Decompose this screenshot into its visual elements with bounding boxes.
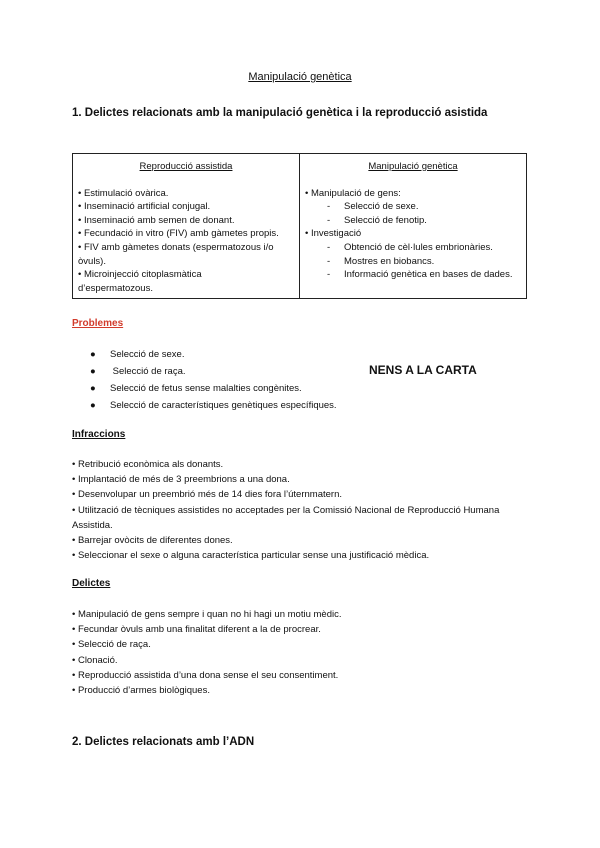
table-right-subitem [305,268,526,282]
delictes-heading: Delictes [72,578,111,589]
subitem-text: Informació genètica en bases de dades. [344,269,513,281]
table-right-subitem [305,214,526,228]
infraccions-heading: Infraccions [72,429,126,440]
list-item: • Fecundar òvuls amb una finalitat diferent a la de procrear. [72,624,321,636]
page-title: Manipulació genètica [248,71,352,83]
table-left-item: d’espermatozous. [78,282,153,294]
dash-marker: - [327,255,331,267]
bullet-icon: ● [90,383,96,394]
list-item: • Barrejar ovòcits de diferentes dones. [72,535,233,547]
table-header-right: Manipulació genètica [368,161,458,172]
list-item: ● Selecció de raça. [90,363,337,380]
table-left-item: • FIV amb gàmetes donats (espermatozous i/o [78,241,274,253]
list-item: • Clonació. [72,654,118,666]
list-item: ● Selecció de característiques genètiques específiques. [90,397,337,414]
dash-marker: - [327,201,331,213]
list-item: ● Selecció de fetus sense malalties congènites. [90,380,337,397]
list-item: • Desenvolupar un preembrió més de 14 dies fora l’úternmatern. [72,489,342,501]
table-right-subitem [305,241,526,255]
table-left-item: òvuls). [78,255,106,267]
list-item: ● Selecció de sexe. [90,346,337,363]
comparison-table [72,153,527,299]
list-item: • Manipulació de gens sempre i quan no hi hagi un motiu mèdic. [72,609,342,620]
section-1-heading: 1. Delictes relacionats amb la manipulació genètica i la reproducció asistida [72,107,488,119]
dash-marker: - [327,241,331,253]
list-item: • Producció d’armes biològiques. [72,685,210,697]
subitem-text: Obtenció de cèl·lules embrionàries. [344,241,493,253]
section-2-heading: 2. Delictes relacionats amb l’ADN [72,736,255,748]
table-right-subitem [305,200,526,214]
bullet-icon: ● [90,366,96,377]
list-item: • Retribució econòmica als donants. [72,459,224,470]
infraccions-list [72,457,528,563]
list-item: • Utilització de tècniques assistides no acceptades per la Comissió Nacional de Reproducció Humana Assistida. [72,504,500,531]
table-left-item: • Microinjecció citoplasmàtica [78,269,202,281]
table-right-subitem [305,255,526,269]
list-item: • Implantació de més de 3 preembrions a una dona. [72,474,290,486]
table-right-item: • Manipulació de gens: [305,187,401,199]
dash-marker: - [327,269,331,281]
bullet-icon: ● [90,400,96,411]
subitem-text: Selecció de fenotip. [344,214,427,226]
callout-nens-a-la-carta: NENS A LA CARTA [369,363,477,377]
table-left-item: • Inseminació artificial conjugal. [78,201,211,213]
problemes-list [90,346,337,414]
table-right-item: • Investigació [305,228,362,240]
table-header-left: Reproducció assistida [139,161,233,172]
subitem-text: Mostres en biobancs. [344,255,435,267]
table-column-assisted-reproduction [73,154,300,298]
delictes-list [72,607,528,698]
table-left-item: • Inseminació amb semen de donant. [78,214,235,226]
list-item: • Reproducció assistida d’una dona sense el seu consentiment. [72,669,339,681]
list-item: • Selecció de raça. [72,639,151,651]
table-column-genetic-manipulation [300,154,526,298]
table-left-item: • Fecundació in vitro (FIV) amb gàmetes propis. [78,228,279,240]
problemes-heading: Problemes [72,318,124,329]
subitem-text: Selecció de sexe. [344,201,419,213]
dash-marker: - [327,214,331,226]
bullet-icon: ● [90,349,96,360]
table-left-item: • Estimulació ovàrica. [78,187,169,199]
list-item: • Seleccionar el sexe o alguna característica particular sense una justificació mèdica. [72,550,430,562]
